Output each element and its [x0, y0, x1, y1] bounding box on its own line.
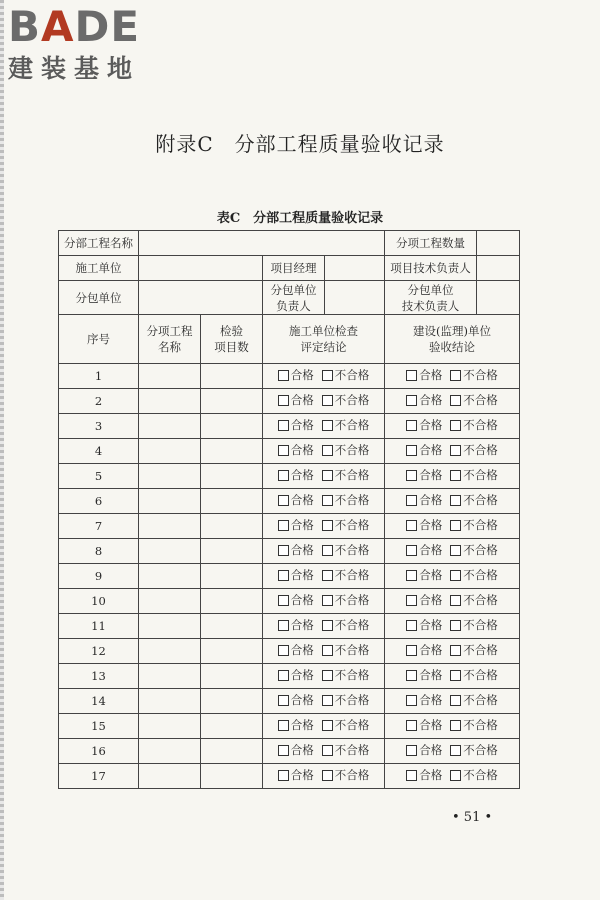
checkbox-square-icon — [278, 645, 289, 656]
row-inspect-count[interactable] — [201, 564, 263, 589]
contractor-fail-checkbox[interactable]: 不合格 — [322, 417, 370, 433]
table-row — [59, 639, 520, 664]
row-item-name[interactable] — [139, 514, 201, 539]
table-row — [59, 439, 520, 464]
row-item-name[interactable] — [139, 414, 201, 439]
table-row — [59, 739, 520, 764]
supervisor-pass-checkbox[interactable]: 合格 — [406, 492, 442, 508]
checkbox-square-icon — [450, 695, 461, 706]
row-contractor-eval — [263, 539, 385, 564]
row-seq: 3 — [59, 414, 139, 439]
supervisor-fail-checkbox[interactable]: 不合格 — [450, 442, 498, 458]
row-contractor-eval — [263, 389, 385, 414]
checkbox-square-icon — [322, 520, 333, 531]
contractor-pass-checkbox[interactable]: 合格 — [278, 617, 314, 633]
supervisor-fail-checkbox[interactable]: 不合格 — [450, 567, 498, 583]
row-contractor-eval — [263, 364, 385, 389]
checkbox-square-icon — [278, 470, 289, 481]
table-row — [59, 464, 520, 489]
row-seq: 11 — [59, 614, 139, 639]
item-count-label: 分项工程数量 — [385, 231, 477, 256]
contractor-pass-checkbox[interactable]: 合格 — [278, 517, 314, 533]
row-item-name[interactable] — [139, 714, 201, 739]
checkbox-square-icon — [406, 720, 417, 731]
row-inspect-count[interactable] — [201, 589, 263, 614]
checkbox-square-icon — [278, 695, 289, 706]
table-row — [59, 614, 520, 639]
row-supervisor-eval — [385, 739, 520, 764]
table-row — [59, 589, 520, 614]
supervisor-pass-checkbox[interactable]: 合格 — [406, 742, 442, 758]
row-inspect-count[interactable] — [201, 764, 263, 789]
checkbox-square-icon — [322, 720, 333, 731]
contractor-pass-checkbox[interactable]: 合格 — [278, 642, 314, 658]
header-row-project — [59, 231, 520, 256]
contractor-pass-checkbox[interactable]: 合格 — [278, 542, 314, 558]
checkbox-square-icon — [278, 670, 289, 681]
row-contractor-eval — [263, 664, 385, 689]
manager-label: 项目经理 — [263, 256, 325, 281]
row-item-name[interactable] — [139, 614, 201, 639]
row-seq: 13 — [59, 664, 139, 689]
contractor-pass-checkbox[interactable]: 合格 — [278, 417, 314, 433]
col-inspect-count: 检验 项目数 — [201, 315, 263, 364]
checkbox-square-icon — [322, 745, 333, 756]
row-contractor-eval — [263, 464, 385, 489]
checkbox-square-icon — [406, 570, 417, 581]
contractor-pass-checkbox[interactable]: 合格 — [278, 492, 314, 508]
checkbox-square-icon — [450, 770, 461, 781]
checkbox-square-icon — [450, 470, 461, 481]
checkbox-square-icon — [278, 770, 289, 781]
checkbox-square-icon — [322, 370, 333, 381]
supervisor-fail-checkbox[interactable]: 不合格 — [450, 717, 498, 733]
row-supervisor-eval — [385, 639, 520, 664]
header-row-contractor — [59, 256, 520, 281]
contractor-pass-checkbox[interactable]: 合格 — [278, 717, 314, 733]
acceptance-record-table — [58, 230, 520, 789]
subcontractor-value[interactable] — [139, 281, 263, 315]
row-seq: 5 — [59, 464, 139, 489]
row-supervisor-eval — [385, 539, 520, 564]
contractor-pass-checkbox[interactable]: 合格 — [278, 467, 314, 483]
contractor-pass-checkbox[interactable]: 合格 — [278, 767, 314, 783]
checkbox-square-icon — [322, 470, 333, 481]
row-seq: 14 — [59, 689, 139, 714]
row-item-name[interactable] — [139, 589, 201, 614]
supervisor-pass-checkbox[interactable]: 合格 — [406, 642, 442, 658]
checkbox-square-icon — [278, 620, 289, 631]
row-contractor-eval — [263, 564, 385, 589]
col-contractor-eval: 施工单位检查 评定结论 — [263, 315, 385, 364]
row-item-name[interactable] — [139, 489, 201, 514]
sub-tech-label: 分包单位 技术负责人 — [385, 281, 477, 315]
supervisor-pass-checkbox[interactable]: 合格 — [406, 467, 442, 483]
row-inspect-count[interactable] — [201, 489, 263, 514]
row-seq: 8 — [59, 539, 139, 564]
contractor-pass-checkbox[interactable]: 合格 — [278, 367, 314, 383]
row-supervisor-eval — [385, 689, 520, 714]
table-row — [59, 389, 520, 414]
logo-wordmark: BADE — [8, 2, 141, 51]
supervisor-pass-checkbox[interactable]: 合格 — [406, 542, 442, 558]
contractor-fail-checkbox[interactable]: 不合格 — [322, 692, 370, 708]
contractor-fail-checkbox[interactable]: 不合格 — [322, 492, 370, 508]
checkbox-square-icon — [278, 595, 289, 606]
checkbox-square-icon — [278, 545, 289, 556]
checkbox-square-icon — [406, 395, 417, 406]
row-supervisor-eval — [385, 614, 520, 639]
checkbox-square-icon — [406, 370, 417, 381]
row-item-name[interactable] — [139, 664, 201, 689]
contractor-fail-checkbox[interactable]: 不合格 — [322, 467, 370, 483]
row-contractor-eval — [263, 764, 385, 789]
checkbox-square-icon — [322, 420, 333, 431]
table-row — [59, 489, 520, 514]
checkbox-square-icon — [406, 745, 417, 756]
contractor-pass-checkbox[interactable]: 合格 — [278, 692, 314, 708]
supervisor-fail-checkbox[interactable]: 不合格 — [450, 592, 498, 608]
row-supervisor-eval — [385, 414, 520, 439]
row-supervisor-eval — [385, 489, 520, 514]
checkbox-square-icon — [322, 770, 333, 781]
sub-tech-value[interactable] — [477, 281, 520, 315]
row-seq: 15 — [59, 714, 139, 739]
checkbox-square-icon — [322, 595, 333, 606]
supervisor-fail-checkbox[interactable]: 不合格 — [450, 417, 498, 433]
checkbox-square-icon — [278, 420, 289, 431]
checkbox-square-icon — [278, 445, 289, 456]
checkbox-square-icon — [450, 720, 461, 731]
row-contractor-eval — [263, 589, 385, 614]
supervisor-fail-checkbox[interactable]: 不合格 — [450, 767, 498, 783]
row-seq: 6 — [59, 489, 139, 514]
supervisor-fail-checkbox[interactable]: 不合格 — [450, 392, 498, 408]
checkbox-square-icon — [406, 495, 417, 506]
checkbox-square-icon — [450, 645, 461, 656]
row-inspect-count[interactable] — [201, 389, 263, 414]
checkbox-square-icon — [450, 620, 461, 631]
row-supervisor-eval — [385, 389, 520, 414]
contractor-fail-checkbox[interactable]: 不合格 — [322, 442, 370, 458]
checkbox-square-icon — [322, 570, 333, 581]
row-item-name[interactable] — [139, 439, 201, 464]
checkbox-square-icon — [322, 395, 333, 406]
row-item-name[interactable] — [139, 564, 201, 589]
row-seq: 17 — [59, 764, 139, 789]
supervisor-fail-checkbox[interactable]: 不合格 — [450, 517, 498, 533]
contractor-fail-checkbox[interactable]: 不合格 — [322, 717, 370, 733]
checkbox-square-icon — [322, 695, 333, 706]
row-item-name[interactable] — [139, 639, 201, 664]
row-inspect-count[interactable] — [201, 689, 263, 714]
row-item-name[interactable] — [139, 689, 201, 714]
checkbox-square-icon — [450, 445, 461, 456]
checkbox-square-icon — [406, 445, 417, 456]
checkbox-square-icon — [278, 495, 289, 506]
checkbox-square-icon — [322, 645, 333, 656]
supervisor-pass-checkbox[interactable]: 合格 — [406, 517, 442, 533]
checkbox-square-icon — [406, 520, 417, 531]
contractor-fail-checkbox[interactable]: 不合格 — [322, 592, 370, 608]
subcontractor-label: 分包单位 — [59, 281, 139, 315]
supervisor-fail-checkbox[interactable]: 不合格 — [450, 742, 498, 758]
row-supervisor-eval — [385, 664, 520, 689]
contractor-fail-checkbox[interactable]: 不合格 — [322, 617, 370, 633]
checkbox-square-icon — [406, 545, 417, 556]
checkbox-square-icon — [406, 420, 417, 431]
row-contractor-eval — [263, 439, 385, 464]
row-supervisor-eval — [385, 464, 520, 489]
checkbox-square-icon — [278, 720, 289, 731]
checkbox-square-icon — [278, 520, 289, 531]
contractor-fail-checkbox[interactable]: 不合格 — [322, 642, 370, 658]
supervisor-fail-checkbox[interactable]: 不合格 — [450, 542, 498, 558]
row-seq: 10 — [59, 589, 139, 614]
row-item-name[interactable] — [139, 364, 201, 389]
row-supervisor-eval — [385, 364, 520, 389]
contractor-fail-checkbox[interactable]: 不合格 — [322, 567, 370, 583]
row-supervisor-eval — [385, 439, 520, 464]
checkbox-square-icon — [278, 745, 289, 756]
row-seq: 2 — [59, 389, 139, 414]
checkbox-square-icon — [450, 545, 461, 556]
contractor-pass-checkbox[interactable]: 合格 — [278, 667, 314, 683]
supervisor-fail-checkbox[interactable]: 不合格 — [450, 667, 498, 683]
checkbox-square-icon — [450, 745, 461, 756]
checkbox-square-icon — [406, 670, 417, 681]
row-contractor-eval — [263, 714, 385, 739]
row-inspect-count[interactable] — [201, 539, 263, 564]
supervisor-fail-checkbox[interactable]: 不合格 — [450, 367, 498, 383]
row-item-name[interactable] — [139, 764, 201, 789]
contractor-pass-checkbox[interactable]: 合格 — [278, 567, 314, 583]
contractor-pass-checkbox[interactable]: 合格 — [278, 592, 314, 608]
row-seq: 9 — [59, 564, 139, 589]
checkbox-square-icon — [450, 420, 461, 431]
checkbox-square-icon — [322, 545, 333, 556]
supervisor-fail-checkbox[interactable]: 不合格 — [450, 492, 498, 508]
contractor-fail-checkbox[interactable]: 不合格 — [322, 392, 370, 408]
row-contractor-eval — [263, 689, 385, 714]
page-number: • 51 • — [452, 810, 493, 825]
checkbox-square-icon — [322, 620, 333, 631]
row-contractor-eval — [263, 739, 385, 764]
table-row — [59, 564, 520, 589]
checkbox-square-icon — [406, 620, 417, 631]
row-item-name[interactable] — [139, 389, 201, 414]
contractor-fail-checkbox[interactable]: 不合格 — [322, 367, 370, 383]
row-seq: 12 — [59, 639, 139, 664]
row-item-name[interactable] — [139, 739, 201, 764]
supervisor-pass-checkbox[interactable]: 合格 — [406, 667, 442, 683]
row-contractor-eval — [263, 489, 385, 514]
logo-subtitle: 建装基地 — [8, 54, 141, 83]
supervisor-pass-checkbox[interactable]: 合格 — [406, 417, 442, 433]
checkbox-square-icon — [406, 770, 417, 781]
row-inspect-count[interactable] — [201, 614, 263, 639]
sub-lead-value[interactable] — [325, 281, 385, 315]
checkbox-square-icon — [322, 670, 333, 681]
checkbox-square-icon — [406, 595, 417, 606]
row-inspect-count[interactable] — [201, 439, 263, 464]
project-name-value[interactable] — [139, 231, 385, 256]
checkbox-square-icon — [406, 645, 417, 656]
row-contractor-eval — [263, 639, 385, 664]
checkbox-square-icon — [450, 595, 461, 606]
supervisor-pass-checkbox[interactable]: 合格 — [406, 692, 442, 708]
table-row — [59, 664, 520, 689]
contractor-pass-checkbox[interactable]: 合格 — [278, 742, 314, 758]
supervisor-pass-checkbox[interactable]: 合格 — [406, 592, 442, 608]
row-item-name[interactable] — [139, 539, 201, 564]
col-item-name: 分项工程 名称 — [139, 315, 201, 364]
col-seq: 序号 — [59, 315, 139, 364]
supervisor-fail-checkbox[interactable]: 不合格 — [450, 617, 498, 633]
contractor-pass-checkbox[interactable]: 合格 — [278, 392, 314, 408]
contractor-label: 施工单位 — [59, 256, 139, 281]
contractor-fail-checkbox[interactable]: 不合格 — [322, 742, 370, 758]
row-supervisor-eval — [385, 589, 520, 614]
supervisor-pass-checkbox[interactable]: 合格 — [406, 442, 442, 458]
row-inspect-count[interactable] — [201, 639, 263, 664]
checkbox-square-icon — [278, 370, 289, 381]
row-inspect-count[interactable] — [201, 364, 263, 389]
row-inspect-count[interactable] — [201, 714, 263, 739]
table-row — [59, 539, 520, 564]
contractor-fail-checkbox[interactable]: 不合格 — [322, 667, 370, 683]
tech-lead-label: 项目技术负责人 — [385, 256, 477, 281]
checkbox-square-icon — [450, 520, 461, 531]
item-count-value[interactable] — [477, 231, 520, 256]
checkbox-square-icon — [406, 695, 417, 706]
table-row — [59, 514, 520, 539]
contractor-pass-checkbox[interactable]: 合格 — [278, 442, 314, 458]
row-seq: 4 — [59, 439, 139, 464]
checkbox-square-icon — [450, 370, 461, 381]
manager-value[interactable] — [325, 256, 385, 281]
row-inspect-count[interactable] — [201, 414, 263, 439]
row-contractor-eval — [263, 514, 385, 539]
sub-lead-label: 分包单位 负责人 — [263, 281, 325, 315]
supervisor-pass-checkbox[interactable]: 合格 — [406, 717, 442, 733]
checkbox-square-icon — [406, 470, 417, 481]
header-row-subcontractor — [59, 281, 520, 315]
supervisor-fail-checkbox[interactable]: 不合格 — [450, 467, 498, 483]
supervisor-pass-checkbox[interactable]: 合格 — [406, 617, 442, 633]
row-contractor-eval — [263, 614, 385, 639]
row-inspect-count[interactable] — [201, 739, 263, 764]
table-row — [59, 414, 520, 439]
row-supervisor-eval — [385, 514, 520, 539]
logo — [8, 4, 178, 92]
checkbox-square-icon — [450, 395, 461, 406]
row-item-name[interactable] — [139, 464, 201, 489]
checkbox-square-icon — [450, 570, 461, 581]
supervisor-pass-checkbox[interactable]: 合格 — [406, 567, 442, 583]
checkbox-square-icon — [322, 445, 333, 456]
tech-lead-value[interactable] — [477, 256, 520, 281]
supervisor-pass-checkbox[interactable]: 合格 — [406, 367, 442, 383]
checkbox-square-icon — [450, 670, 461, 681]
checkbox-square-icon — [278, 570, 289, 581]
contractor-fail-checkbox[interactable]: 不合格 — [322, 767, 370, 783]
row-supervisor-eval — [385, 714, 520, 739]
row-inspect-count[interactable] — [201, 464, 263, 489]
checkbox-square-icon — [278, 395, 289, 406]
checkbox-square-icon — [322, 495, 333, 506]
row-contractor-eval — [263, 414, 385, 439]
supervisor-pass-checkbox[interactable]: 合格 — [406, 392, 442, 408]
row-inspect-count[interactable] — [201, 664, 263, 689]
table-row — [59, 364, 520, 389]
project-name-label: 分部工程名称 — [59, 231, 139, 256]
contractor-value[interactable] — [139, 256, 263, 281]
table-row — [59, 714, 520, 739]
row-seq: 16 — [59, 739, 139, 764]
row-inspect-count[interactable] — [201, 514, 263, 539]
appendix-title: 附录C 分部工程质量验收记录 — [155, 132, 445, 156]
column-header-row — [59, 315, 520, 364]
table-caption: 表C 分部工程质量验收记录 — [216, 211, 384, 226]
table-row — [59, 689, 520, 714]
checkbox-square-icon — [450, 495, 461, 506]
contractor-fail-checkbox[interactable]: 不合格 — [322, 517, 370, 533]
supervisor-pass-checkbox[interactable]: 合格 — [406, 767, 442, 783]
col-supervisor-eval: 建设(监理)单位 验收结论 — [385, 315, 520, 364]
row-seq: 7 — [59, 514, 139, 539]
supervisor-fail-checkbox[interactable]: 不合格 — [450, 642, 498, 658]
contractor-fail-checkbox[interactable]: 不合格 — [322, 542, 370, 558]
table-row — [59, 764, 520, 789]
row-supervisor-eval — [385, 564, 520, 589]
row-supervisor-eval — [385, 764, 520, 789]
row-seq: 1 — [59, 364, 139, 389]
supervisor-fail-checkbox[interactable]: 不合格 — [450, 692, 498, 708]
